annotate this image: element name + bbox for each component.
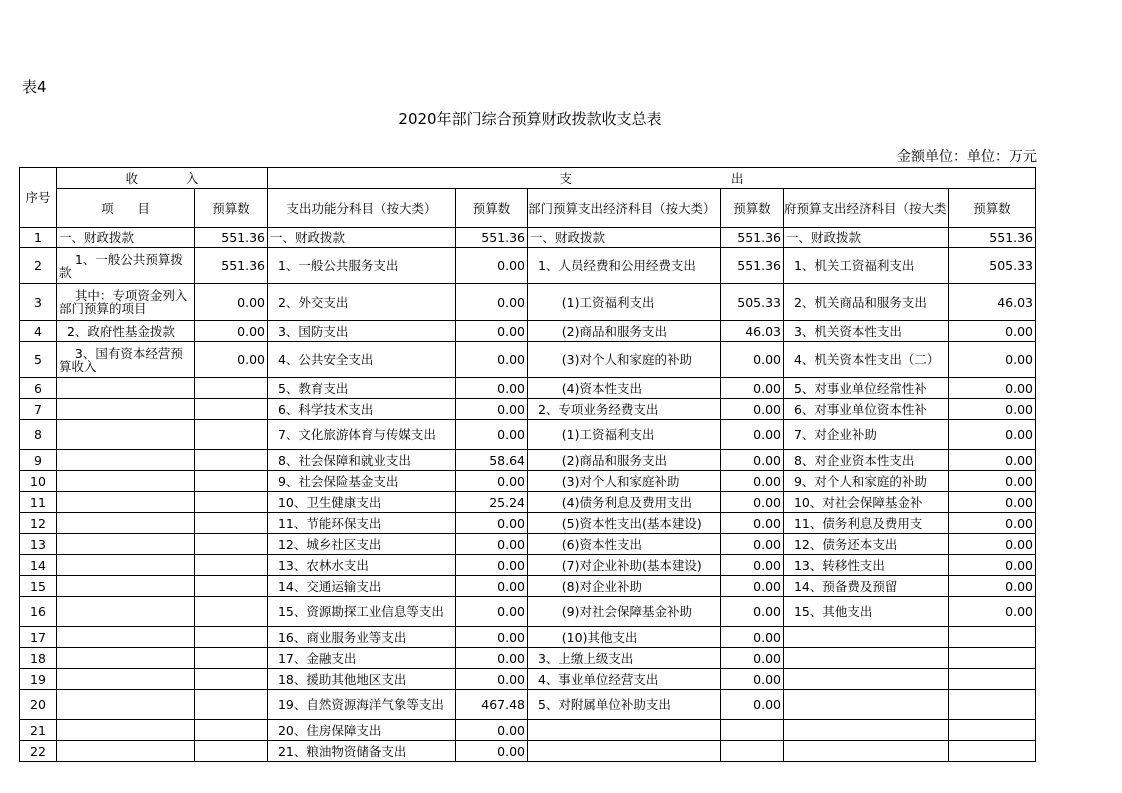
dept-econ-category: (7)对企业补助(基本建设): [528, 555, 721, 576]
func-amount: 25.24: [456, 492, 528, 513]
table-row: [20, 513, 1036, 534]
gov-econ-category: 15、其他支出: [784, 597, 949, 627]
income-item: [57, 669, 195, 690]
income-item: 其中：专项资金列入部门预算的项目: [57, 284, 195, 321]
table-row: [20, 378, 1036, 399]
func-category: 4、公共安全支出: [268, 342, 456, 378]
func-amount: 0.00: [456, 399, 528, 420]
func-category: 15、资源勘探工业信息等支出: [268, 597, 456, 627]
func-category: 9、社会保险基金支出: [268, 471, 456, 492]
gov-amount: [949, 690, 1036, 720]
dept-amount: 0.00: [721, 513, 784, 534]
gov-econ-category: 6、对事业单位资本性补: [784, 399, 949, 420]
gov-amount: [949, 741, 1036, 762]
table-row: [20, 420, 1036, 450]
row-number: 11: [20, 492, 57, 513]
table-row: [20, 450, 1036, 471]
income-item: [57, 378, 195, 399]
func-amount: 0.00: [456, 471, 528, 492]
header-budget: 预算数: [195, 189, 268, 228]
dept-econ-category: (8)对企业补助: [528, 576, 721, 597]
func-amount: 0.00: [456, 378, 528, 399]
income-item: 2、政府性基金拨款: [57, 321, 195, 342]
gov-econ-category: 4、机关资本性支出（二）: [784, 342, 949, 378]
row-number: 14: [20, 555, 57, 576]
dept-econ-category: (2)商品和服务支出: [528, 450, 721, 471]
func-amount: 0.00: [456, 284, 528, 321]
row-number: 20: [20, 690, 57, 720]
gov-amount: 505.33: [949, 248, 1036, 284]
gov-econ-category: 13、转移性支出: [784, 555, 949, 576]
gov-amount: 0.00: [949, 342, 1036, 378]
gov-amount: 0.00: [949, 471, 1036, 492]
table-row: [20, 492, 1036, 513]
func-category: 8、社会保障和就业支出: [268, 450, 456, 471]
gov-econ-category: 14、预备费及预留: [784, 576, 949, 597]
table-row: [20, 597, 1036, 627]
gov-econ-category: 8、对企业资本性支出: [784, 450, 949, 471]
row-number: 17: [20, 627, 57, 648]
row-number: 22: [20, 741, 57, 762]
func-category: 一、财政拨款: [268, 228, 456, 248]
dept-econ-category: (2)商品和服务支出: [528, 321, 721, 342]
func-amount: 551.36: [456, 228, 528, 248]
func-amount: 0.00: [456, 342, 528, 378]
gov-econ-category: 9、对个人和家庭的补助: [784, 471, 949, 492]
gov-econ-category: 7、对企业补助: [784, 420, 949, 450]
func-category: 21、粮油物资储备支出: [268, 741, 456, 762]
dept-amount: 551.36: [721, 228, 784, 248]
dept-econ-category: 2、专项业务经费支出: [528, 399, 721, 420]
income-item: [57, 471, 195, 492]
dept-amount: [721, 720, 784, 741]
func-amount: 0.00: [456, 513, 528, 534]
gov-amount: 0.00: [949, 513, 1036, 534]
gov-amount: 46.03: [949, 284, 1036, 321]
header-seq: 序号: [20, 168, 57, 228]
income-item: [57, 555, 195, 576]
row-number: 15: [20, 576, 57, 597]
func-category: 1、一般公共服务支出: [268, 248, 456, 284]
gov-amount: [949, 669, 1036, 690]
func-amount: 0.00: [456, 627, 528, 648]
header-budget: 预算数: [721, 189, 784, 228]
gov-econ-category: 12、债务还本支出: [784, 534, 949, 555]
dept-amount: [721, 741, 784, 762]
gov-amount: [949, 720, 1036, 741]
func-category: 20、住房保障支出: [268, 720, 456, 741]
income-amount: 0.00: [195, 342, 268, 378]
dept-econ-category: (3)对个人和家庭的补助: [528, 342, 721, 378]
table-row: [20, 534, 1036, 555]
dept-amount: 0.00: [721, 450, 784, 471]
row-number: 8: [20, 420, 57, 450]
gov-econ-category: 10、对社会保障基金补: [784, 492, 949, 513]
income-amount: [195, 627, 268, 648]
func-category: 6、科学技术支出: [268, 399, 456, 420]
func-amount: 0.00: [456, 669, 528, 690]
func-category: 19、自然资源海洋气象等支出: [268, 690, 456, 720]
func-amount: 0.00: [456, 741, 528, 762]
func-category: 2、外交支出: [268, 284, 456, 321]
gov-econ-category: 2、机关商品和服务支出: [784, 284, 949, 321]
table-row: [20, 321, 1036, 342]
table-row: [20, 248, 1036, 284]
gov-amount: 0.00: [949, 576, 1036, 597]
table-row: [20, 690, 1036, 720]
gov-econ-category: 5、对事业单位经常性补: [784, 378, 949, 399]
dept-amount: 0.00: [721, 378, 784, 399]
income-amount: [195, 399, 268, 420]
dept-amount: 505.33: [721, 284, 784, 321]
row-number: 19: [20, 669, 57, 690]
func-amount: 0.00: [456, 648, 528, 669]
dept-econ-category: (1)工资福利支出: [528, 420, 721, 450]
func-amount: 0.00: [456, 321, 528, 342]
dept-amount: 551.36: [721, 248, 784, 284]
amount-unit-label: 金额单位：单位：万元: [897, 149, 1037, 165]
income-amount: [195, 513, 268, 534]
gov-econ-category: [784, 741, 949, 762]
header-income: 收 入: [57, 168, 268, 189]
header-budget: 预算数: [456, 189, 528, 228]
income-amount: 551.36: [195, 228, 268, 248]
income-amount: [195, 378, 268, 399]
income-item: [57, 420, 195, 450]
row-number: 13: [20, 534, 57, 555]
func-amount: 0.00: [456, 576, 528, 597]
dept-amount: 0.00: [721, 690, 784, 720]
gov-econ-category: 一、财政拨款: [784, 228, 949, 248]
income-amount: [195, 450, 268, 471]
dept-econ-category: (9)对社会保障基金补助: [528, 597, 721, 627]
row-number: 16: [20, 597, 57, 627]
gov-amount: 0.00: [949, 555, 1036, 576]
income-amount: [195, 534, 268, 555]
row-number: 1: [20, 228, 57, 248]
header-budget: 预算数: [949, 189, 1036, 228]
table-row: [20, 284, 1036, 321]
gov-amount: [949, 627, 1036, 648]
dept-amount: 0.00: [721, 492, 784, 513]
table-row: [20, 741, 1036, 762]
func-category: 13、农林水支出: [268, 555, 456, 576]
gov-econ-category: 1、机关工资福利支出: [784, 248, 949, 284]
row-number: 7: [20, 399, 57, 420]
budget-summary-table: [19, 167, 1036, 762]
func-amount: 0.00: [456, 534, 528, 555]
table-row: [20, 669, 1036, 690]
func-category: 12、城乡社区支出: [268, 534, 456, 555]
income-item: 3、国有资本经营预算收入: [57, 342, 195, 378]
header-dept-econ-category: 部门预算支出经济科目（按大类）: [528, 189, 721, 228]
dept-econ-category: (1)工资福利支出: [528, 284, 721, 321]
func-amount: 0.00: [456, 555, 528, 576]
row-number: 10: [20, 471, 57, 492]
dept-econ-category: 一、财政拨款: [528, 228, 721, 248]
dept-econ-category: 4、事业单位经营支出: [528, 669, 721, 690]
table-row: [20, 555, 1036, 576]
func-category: 18、援助其他地区支出: [268, 669, 456, 690]
dept-amount: 0.00: [721, 627, 784, 648]
dept-econ-category: 5、对附属单位补助支出: [528, 690, 721, 720]
row-number: 9: [20, 450, 57, 471]
income-item: [57, 690, 195, 720]
income-item: 1、一般公共预算拨款: [57, 248, 195, 284]
dept-econ-category: (4)债务利息及费用支出: [528, 492, 721, 513]
income-item: [57, 720, 195, 741]
income-item: [57, 627, 195, 648]
income-amount: [195, 492, 268, 513]
table-number-label: 表4: [22, 78, 47, 96]
header-func-category: 支出功能分科目（按大类）: [268, 189, 456, 228]
income-amount: [195, 576, 268, 597]
dept-amount: 0.00: [721, 471, 784, 492]
income-item: [57, 576, 195, 597]
table-row: [20, 342, 1036, 378]
row-number: 3: [20, 284, 57, 321]
gov-amount: 0.00: [949, 492, 1036, 513]
row-number: 5: [20, 342, 57, 378]
dept-econ-category: (5)资本性支出(基本建设): [528, 513, 721, 534]
dept-econ-category: (3)对个人和家庭补助: [528, 471, 721, 492]
dept-econ-category: (10)其他支出: [528, 627, 721, 648]
dept-amount: 0.00: [721, 534, 784, 555]
gov-amount: 0.00: [949, 420, 1036, 450]
func-amount: 0.00: [456, 720, 528, 741]
dept-amount: 0.00: [721, 648, 784, 669]
income-item: [57, 741, 195, 762]
dept-amount: 0.00: [721, 669, 784, 690]
income-amount: 0.00: [195, 321, 268, 342]
gov-amount: 0.00: [949, 450, 1036, 471]
dept-amount: 0.00: [721, 420, 784, 450]
dept-econ-category: (4)资本性支出: [528, 378, 721, 399]
income-amount: 551.36: [195, 248, 268, 284]
dept-econ-category: [528, 720, 721, 741]
gov-amount: 0.00: [949, 321, 1036, 342]
table-row: [20, 399, 1036, 420]
func-category: 7、文化旅游体育与传媒支出: [268, 420, 456, 450]
dept-amount: 0.00: [721, 555, 784, 576]
gov-amount: 0.00: [949, 378, 1036, 399]
gov-econ-category: [784, 669, 949, 690]
table-row: [20, 576, 1036, 597]
func-category: 11、节能环保支出: [268, 513, 456, 534]
gov-amount: 0.00: [949, 534, 1036, 555]
dept-econ-category: 3、上缴上级支出: [528, 648, 721, 669]
func-amount: 0.00: [456, 597, 528, 627]
dept-econ-category: [528, 741, 721, 762]
gov-econ-category: 3、机关资本性支出: [784, 321, 949, 342]
table-row: [20, 627, 1036, 648]
income-amount: [195, 597, 268, 627]
income-item: [57, 513, 195, 534]
income-amount: [195, 720, 268, 741]
func-category: 16、商业服务业等支出: [268, 627, 456, 648]
dept-amount: 0.00: [721, 399, 784, 420]
income-item: [57, 399, 195, 420]
func-category: 10、卫生健康支出: [268, 492, 456, 513]
dept-econ-category: 1、人员经费和公用经费支出: [528, 248, 721, 284]
table-row: [20, 471, 1036, 492]
dept-econ-category: (6)资本性支出: [528, 534, 721, 555]
income-amount: [195, 648, 268, 669]
income-item: [57, 492, 195, 513]
header-expense: 支 出: [268, 168, 1036, 189]
income-item: [57, 597, 195, 627]
func-category: 3、国防支出: [268, 321, 456, 342]
dept-amount: 0.00: [721, 576, 784, 597]
table-row: [20, 720, 1036, 741]
income-amount: [195, 669, 268, 690]
row-number: 18: [20, 648, 57, 669]
row-number: 2: [20, 248, 57, 284]
gov-amount: 0.00: [949, 399, 1036, 420]
gov-econ-category: [784, 690, 949, 720]
income-amount: [195, 420, 268, 450]
page-title: 2020年部门综合预算财政拨款收支总表: [398, 110, 662, 128]
func-category: 14、交通运输支出: [268, 576, 456, 597]
row-number: 12: [20, 513, 57, 534]
func-amount: 0.00: [456, 420, 528, 450]
dept-amount: 0.00: [721, 597, 784, 627]
gov-econ-category: [784, 648, 949, 669]
gov-amount: 551.36: [949, 228, 1036, 248]
gov-econ-category: [784, 627, 949, 648]
income-item: [57, 450, 195, 471]
dept-amount: 46.03: [721, 321, 784, 342]
income-item: [57, 648, 195, 669]
table-row: [20, 648, 1036, 669]
func-category: 5、教育支出: [268, 378, 456, 399]
income-amount: [195, 741, 268, 762]
gov-econ-category: 11、债务利息及费用支: [784, 513, 949, 534]
income-item: [57, 534, 195, 555]
gov-amount: [949, 648, 1036, 669]
dept-amount: 0.00: [721, 342, 784, 378]
row-number: 21: [20, 720, 57, 741]
header-item: 项 目: [57, 189, 195, 228]
income-item: 一、财政拨款: [57, 228, 195, 248]
gov-amount: 0.00: [949, 597, 1036, 627]
func-category: 17、金融支出: [268, 648, 456, 669]
row-number: 4: [20, 321, 57, 342]
income-amount: [195, 471, 268, 492]
income-amount: [195, 555, 268, 576]
func-amount: 467.48: [456, 690, 528, 720]
func-amount: 0.00: [456, 248, 528, 284]
income-amount: [195, 690, 268, 720]
gov-econ-category: [784, 720, 949, 741]
func-amount: 58.64: [456, 450, 528, 471]
table-row: [20, 228, 1036, 248]
table-body: [20, 228, 1036, 762]
income-amount: 0.00: [195, 284, 268, 321]
row-number: 6: [20, 378, 57, 399]
header-gov-econ-category: 府预算支出经济科目（按大类: [784, 189, 949, 228]
